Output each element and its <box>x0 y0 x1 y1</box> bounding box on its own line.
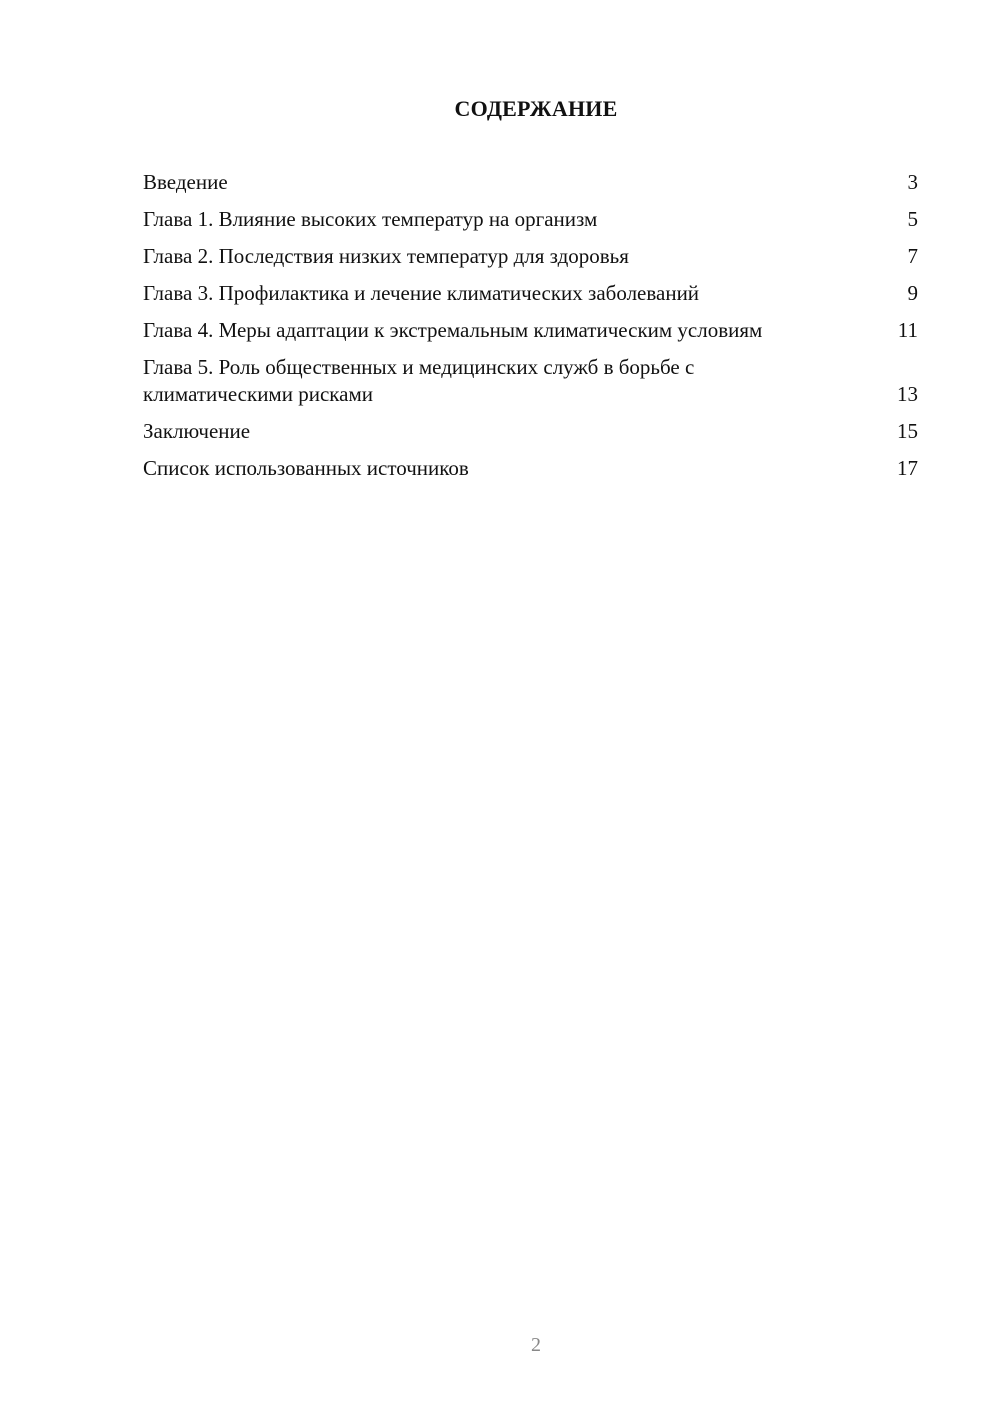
page-title: СОДЕРЖАНИЕ <box>454 96 618 121</box>
toc-entry <box>143 169 918 196</box>
toc-entry <box>143 354 918 408</box>
toc-entry-page: 11 <box>897 318 918 342</box>
toc-entry <box>143 317 918 344</box>
toc-entry-page: 13 <box>897 382 918 406</box>
table-of-contents <box>143 169 918 492</box>
toc-entry-text: Глава 1. Влияние высоких температур на организм <box>143 207 598 231</box>
toc-entry-text: Глава 2. Последствия низких температур для здоровья <box>143 244 629 268</box>
toc-entry-text: Глава 3. Профилактика и лечение климатических заболеваний <box>143 281 700 305</box>
toc-entry-page: 9 <box>907 281 918 305</box>
toc-entry-text: Введение <box>143 170 228 194</box>
toc-entry <box>143 280 918 307</box>
toc-entry <box>143 243 918 270</box>
toc-entry-text: Глава 4. Меры адаптации к экстремальным климатическим условиям <box>143 318 763 342</box>
toc-entry-page: 7 <box>907 244 918 268</box>
toc-entry-text: Глава 5. Роль общественных и медицинских служб в борьбе с климатическими рисками <box>143 355 695 406</box>
toc-entry-page: 5 <box>907 207 918 231</box>
toc-entry <box>143 455 918 482</box>
toc-entry-text: Список использованных источников <box>143 456 469 480</box>
toc-entry-page: 3 <box>907 170 918 194</box>
toc-entry-text: Заключение <box>143 419 251 443</box>
page-number: 2 <box>531 1334 541 1356</box>
toc-entry <box>143 418 918 445</box>
toc-entry-page: 17 <box>897 456 918 480</box>
toc-entry <box>143 206 918 233</box>
toc-entry-page: 15 <box>897 419 918 443</box>
